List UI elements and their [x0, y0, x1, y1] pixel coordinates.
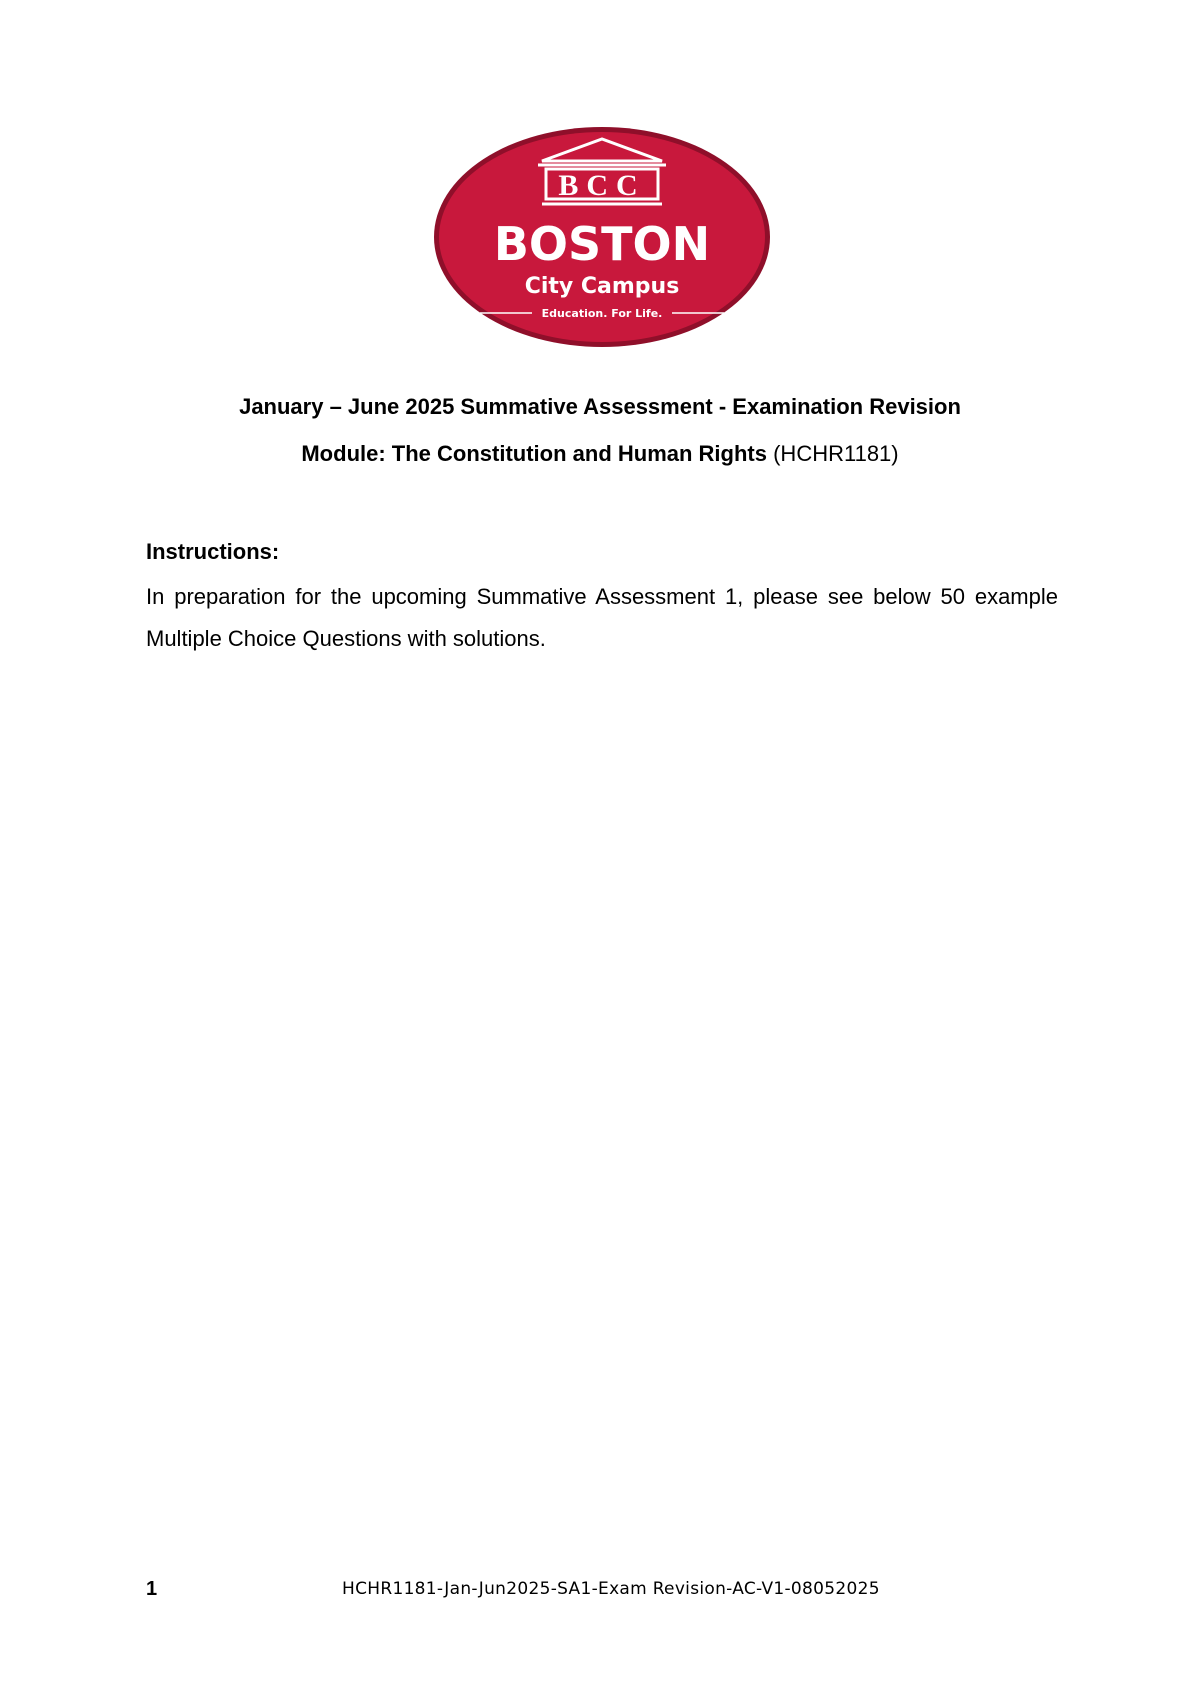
document-title: January – June 2025 Summative Assessment - Examination Revision [239, 394, 961, 419]
page-number: 1 [146, 1578, 158, 1600]
document-code: HCHR1181-Jan-Jun2025-SA1-Exam Revision-AC-V1-08052025 [342, 1579, 880, 1599]
module-code: (HCHR1181) [773, 441, 899, 466]
instructions-body: In preparation for the upcoming Summative Assessment 1, please see below 50 example Multiple Choice Questions with solutions. [146, 584, 1058, 651]
module-line [0, 440, 1200, 468]
logo-subtitle: City Campus [524, 274, 680, 299]
module-label: Module: The Constitution and Human Rights [301, 441, 767, 466]
logo-initials: BCC [558, 169, 646, 202]
boston-city-campus-logo [432, 125, 772, 349]
logo-name: BOSTON [493, 217, 711, 271]
logo-emblem [432, 125, 772, 349]
instructions-heading: Instructions: [146, 539, 280, 564]
logo-tagline: Education. For Life. [541, 307, 663, 320]
